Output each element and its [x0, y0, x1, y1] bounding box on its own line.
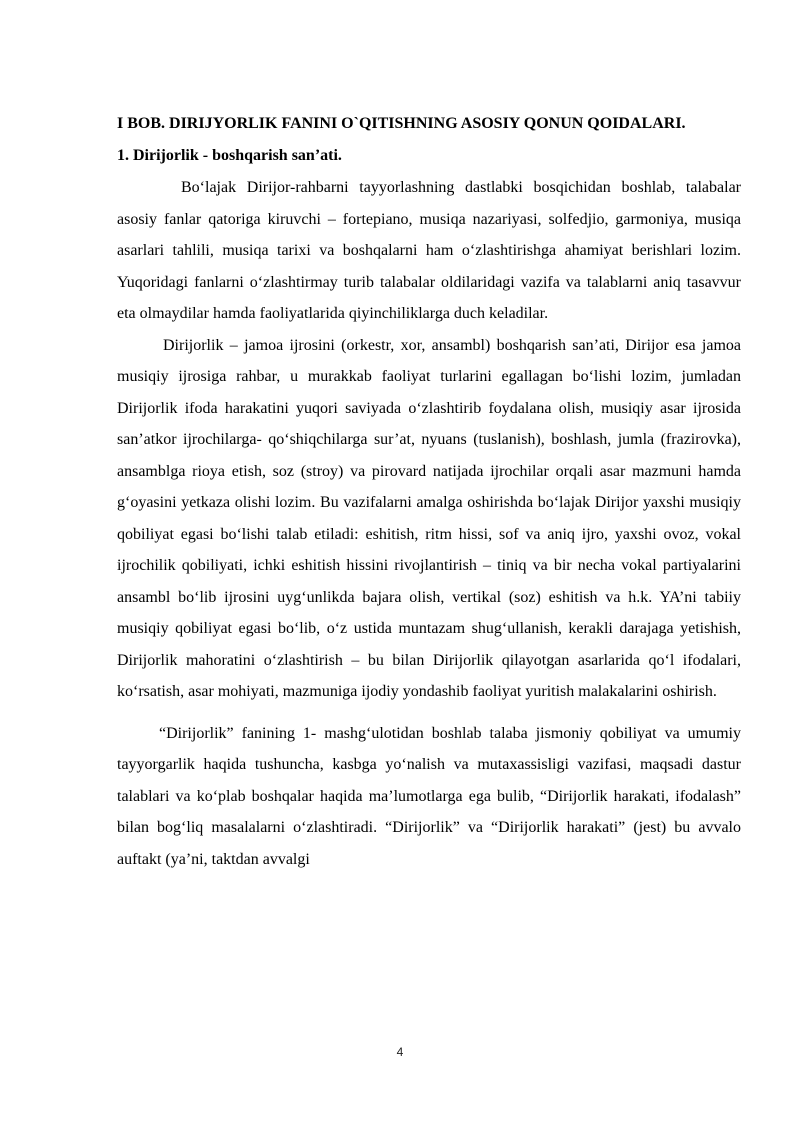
paragraph-2: Dirijorlik – jamoa ijrosini (orkestr, xor, ansambl) boshqarish san’ati, Dirijor esa jamoa musiqiy ijrosiga rahbar, u murakkab faoliyat turlarini egallagan bo‘lishi lozim, jumladan Dirijorlik ifoda harakatini yuqori saviyada o‘zlashtirib foydalana olish, musiqiy asar ijrosida san’atkor ijrochilarga- qo‘shiqchilarga sur’at, nyuans (tuslanish), boshlash, jumla (frazirovka), ansamblga rioya etish, soz (stroy) va pirovard natijada ijrochilar orqali asar mazmuni hamda g‘oyasini yetkaza olishi lozim. Bu vazifalarni amalga oshirishda bo‘lajak Dirijor yaxshi musiqiy qobiliyat egasi bo‘lishi talab etiladi: eshitish, ritm hissi, sof va aniq ijro, yaxshi ovoz, vokal ijrochilik qobiliyati, ichki eshitish hissini rivojlantirish – tiniq va bir necha vokal partiyalarini ansambl bo‘lib ijrosini uyg‘unlikda bajara olish, vertikal (soz) eshitish va h.k. YA’ni tabiiy musiqiy qobiliyat egasi bo‘lib, o‘z ustida muntazam shug‘ullanish, kerakli darajaga yetishish, Dirijorlik mahoratini o‘zlashtirish – bu bilan Dirijorlik qilayotgan asarlarida qo‘l ifodalari, ko‘rsatish, asar mohiyati, mazmuniga ijodiy yondashib faoliyat yuritish malakalarini oshirish.: [117, 336, 741, 700]
paragraph-1: Bo‘lajak Dirijor-rahbarni tayyorlashning dastlabki bosqichidan boshlab, talabalar asosiy fanlar qatoriga kiruvchi – fortepiano, musiqa nazariyasi, solfedjio, garmoniya, musiqa asarlari tahlili, musiqa tarixi va boshqalarni ham o‘zlashtirishga ahamiyat berishlari lozim. Yuqoridagi fanlarni o‘zlashtirmay turib talabalar oldilaridagi vazifa va talablarni aniq tasavvur eta olmaydilar hamda faoliyatlarida qiyinchiliklarga duch keladilar.: [117, 179, 741, 322]
page-body: [117, 108, 741, 875]
section-title: 1. Dirijorlik - boshqarish san’ati.: [117, 147, 342, 164]
paragraph-3: “Dirijorlik” fanining 1- mashg‘ulotidan boshlab talaba jismoniy qobiliyat va umumiy tayyorgarlik haqida tushuncha, kasbga yo‘nalish va mutaxassisligi vazifasi, maqsadi dastur talablari va ko‘plab boshqalar haqida ma’lumotlarga ega bulib, “Dirijorlik harakati, ifodalash” bilan bog‘liq masalalarni o‘zlashtiradi. “Dirijorlik” va “Dirijorlik harakati” (jest) bu avvalo auftakt (ya’ni, taktdan avvalgi: [117, 724, 741, 868]
page-number: 4: [396, 1045, 404, 1059]
chapter-title: I BOB. DIRIJYORLIK FANINI O`QITISHNING ASOSIY QONUN QOIDALARI.: [117, 115, 686, 132]
